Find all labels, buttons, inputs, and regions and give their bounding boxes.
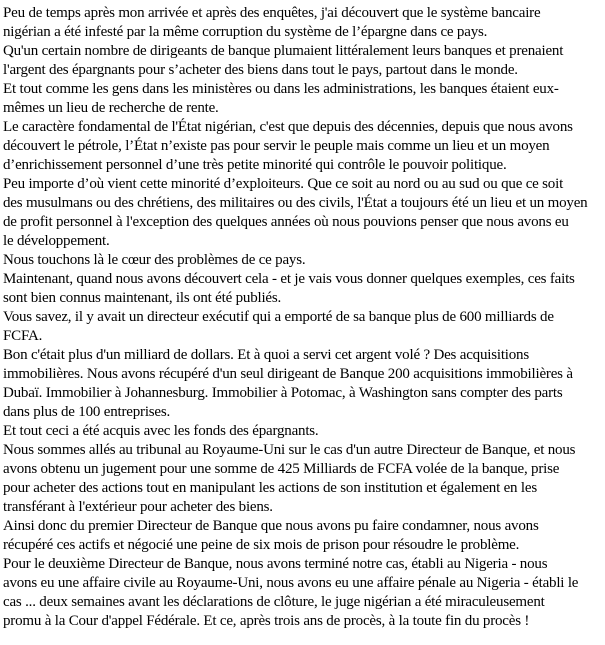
text-line: transférant à l'extérieur pour acheter des biens. (3, 499, 273, 515)
paragraph (3, 270, 603, 308)
text-line: Le caractère fondamental de l'État nigérian, c'est que depuis des décennies, depuis que nous avons (3, 119, 573, 135)
text-line: Pour le deuxième Directeur de Banque, nous avons terminé notre cas, établi au Nigeria - nous (3, 556, 548, 572)
text-line: mêmes un lieu de recherche de rente. (3, 100, 219, 116)
text-line: d’enrichissement personnel d’une très petite minorité qui contrôle le pouvoir politique. (3, 157, 507, 173)
text-line: de profit personnel à l'exception des quelques années où nous pouvions penser que nous avons eu (3, 214, 569, 230)
text-line: Bon c'était plus d'un milliard de dollars. Et à quoi a servi cet argent volé ? Des acquisitions (3, 347, 529, 363)
text-line: Vous savez, il y avait un directeur exécutif qui a emporté de sa banque plus de 600 milliards de (3, 309, 554, 325)
text-line: promu à la Cour d'appel Fédérale. Et ce, après trois ans de procès, à la toute fin du procès ! (3, 613, 530, 629)
text-line: nigérian a été infesté par la même corruption du système de l’épargne dans ce pays. (3, 24, 488, 40)
paragraph (3, 441, 603, 517)
text-line: avons eu une affaire civile au Royaume-Uni, nous avons eu une affaire pénale au Nigeria - établi le (3, 575, 579, 591)
text-line: des musulmans ou des chrétiens, des militaires ou des civils, l'État a toujours été un lieu et un moyen (3, 195, 588, 211)
text-line: le développement. (3, 233, 110, 249)
text-line: Nous touchons là le cœur des problèmes de ce pays. (3, 252, 306, 268)
text-line: Et tout comme les gens dans les ministères ou dans les administrations, les banques étaient eux- (3, 81, 559, 97)
text-line: Et tout ceci a été acquis avec les fonds des épargnants. (3, 423, 319, 439)
text-line: Nous sommes allés au tribunal au Royaume-Uni sur le cas d'un autre Directeur de Banque, et nous (3, 442, 576, 458)
paragraph (3, 80, 603, 118)
text-line: avons obtenu un jugement pour une somme de 425 Milliards de FCFA volée de la banque, prise (3, 461, 560, 477)
paragraph (3, 175, 603, 251)
paragraph (3, 4, 603, 42)
text-line: Peu importe d’où vient cette minorité d’exploiteurs. Que ce soit au nord ou au sud ou que ce soit (3, 176, 564, 192)
text-line: pour acheter des actions tout en manipulant les actions de son institution et également en les (3, 480, 537, 496)
paragraph (3, 555, 603, 631)
text-line: découvert le pétrole, l’État n’existe pas pour servir le peuple mais comme un lieu et un moyen (3, 138, 550, 154)
text-line: Qu'un certain nombre de dirigeants de banque plumaient littéralement leurs banques et prenaient (3, 43, 564, 59)
paragraph (3, 308, 603, 346)
paragraph (3, 42, 603, 80)
text-line: Dubaï. Immobilier à Johannesburg. Immobilier à Potomac, à Washington sans compter des parts (3, 385, 563, 401)
text-line: Maintenant, quand nous avons découvert cela - et je vais vous donner quelques exemples, ces faits (3, 271, 575, 287)
paragraph (3, 517, 603, 555)
paragraph (3, 346, 603, 422)
text-line: Peu de temps après mon arrivée et après des enquêtes, j'ai découvert que le système bancaire (3, 5, 541, 21)
text-line: récupéré ces actifs et négocié une peine de six mois de prison pour résoudre le problème. (3, 537, 520, 553)
text-line: l'argent des épargnants pour s’acheter des biens dans tout le pays, partout dans le monde. (3, 62, 518, 78)
text-line: FCFA. (3, 328, 43, 344)
text-line: dans plus de 100 entreprises. (3, 404, 171, 420)
text-line: cas ... deux semaines avant les déclarations de clôture, le juge nigérian a été miraculeusement (3, 594, 545, 610)
text-line: sont bien connus maintenant, ils ont été publiés. (3, 290, 282, 306)
paragraph (3, 422, 603, 441)
text-line: immobilières. Nous avons récupéré d'un seul dirigeant de Banque 200 acquisitions immobilières à (3, 366, 573, 382)
paragraph (3, 118, 603, 175)
text-line: Ainsi donc du premier Directeur de Banque que nous avons pu faire condamner, nous avons (3, 518, 539, 534)
paragraph (3, 251, 603, 270)
